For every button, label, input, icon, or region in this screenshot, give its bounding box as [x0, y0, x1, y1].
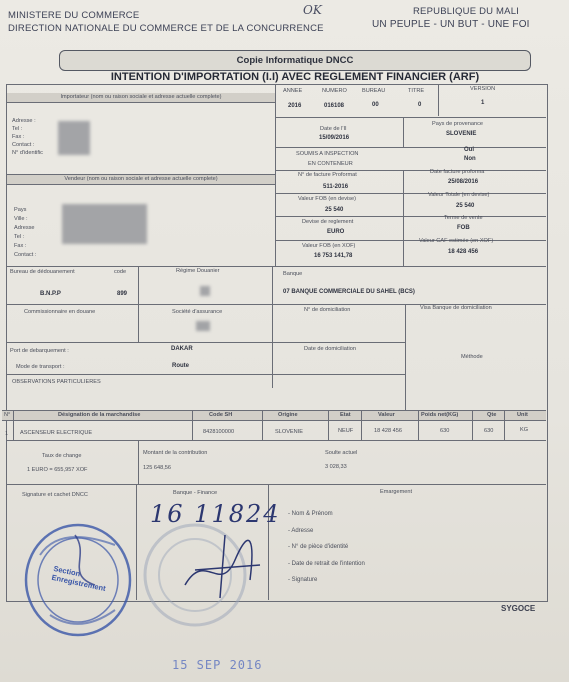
soulte-label: Soulte actuel: [325, 450, 358, 456]
goods-col-unit: Unit: [517, 412, 528, 418]
terme-value: FOB: [457, 225, 470, 231]
ref-bureau-label: BUREAU: [362, 88, 386, 94]
redacted-regime: [200, 286, 210, 296]
vendeur-fields: [14, 206, 36, 260]
redacted-vendeur: [62, 204, 147, 244]
emargement-signature: - Signature: [288, 577, 318, 583]
field-contact-vendeur: Contact :: [14, 252, 37, 258]
goods-col-origine: Origine: [278, 412, 298, 418]
banque-finance-label: Banque - Finance: [173, 490, 218, 496]
facture-date-label: Date facture proforma: [430, 169, 485, 175]
field-fax-vendeur: Fax :: [14, 243, 27, 249]
redacted-importateur: [58, 121, 90, 155]
inspection-label: SOUMIS A INSPECTION: [296, 151, 359, 157]
bureau-label: Bureau de dédouanement: [10, 269, 75, 275]
importateur-fields: [12, 117, 43, 157]
date-stamp: 15 SEP 2016: [172, 658, 263, 672]
provenance: SLOVENIE: [446, 131, 477, 137]
vendeur-label: Vendeur (nom ou raison sociale et adresse actuelle complete): [7, 175, 275, 185]
goods-cell-code: 8428100000: [203, 429, 235, 435]
ref-version: 1: [481, 100, 485, 106]
conteneur-value: Non: [464, 156, 476, 162]
fob-value: 25 540: [325, 207, 344, 213]
goods-cell-etat: NEUF: [338, 428, 354, 434]
field-tel: Tel :: [12, 126, 23, 132]
fob-label: Valeur FOB (en devise): [298, 196, 357, 202]
direction-name: DIRECTION NATIONALE DU COMMERCE ET DE LA CONCURRENCE: [8, 23, 324, 34]
soulte-value: 3 028,33: [325, 464, 347, 470]
document-banner: Copie Informatique DNCC: [59, 50, 531, 71]
goods-cell-valeur: 18 428 456: [374, 428, 402, 434]
port-label: Port de debarquement :: [10, 348, 69, 354]
caf-label: Valeur CAF estimée (en XOF): [419, 238, 494, 244]
observations-label: OBSERVATIONS PARTICULIERES: [12, 379, 101, 385]
visa-label: Visa Banque de domiciliation: [420, 305, 492, 311]
ref-number: 016108: [324, 103, 345, 109]
date-domiciliation-label: Date de domiciliation: [304, 346, 356, 352]
provenance-label: Pays de provenance: [432, 121, 483, 127]
caf-value: 18 428 456: [448, 249, 479, 255]
date-ii: 15/09/2016: [319, 135, 350, 141]
facture-date: 25/08/2016: [448, 179, 479, 185]
contribution-label: Montant de la contribution: [143, 450, 208, 456]
devise-label: Devise de reglement: [302, 219, 354, 225]
conteneur-label: EN CONTENEUR: [308, 161, 353, 167]
transport-value: Route: [172, 363, 189, 369]
total-value: 25 540: [456, 203, 475, 209]
code-label: code: [114, 269, 127, 275]
goods-col-qte: Qte: [487, 412, 497, 418]
ref-bureau: 00: [372, 102, 379, 108]
total-label: Valeur Totale (en devise): [428, 192, 490, 198]
emargement-nom: - Nom & Prénom: [288, 511, 333, 517]
banque-value: 07 BANQUE COMMERCIALE DU SAHEL (BCS): [283, 289, 415, 295]
field-tel-vendeur: Tel :: [14, 234, 25, 240]
methode-label: Méthode: [461, 354, 483, 360]
emargement-piece: - N° de pièce d'identité: [288, 544, 349, 550]
port-value: DAKAR: [171, 346, 193, 352]
handwritten-ok: OK: [303, 3, 322, 17]
banque-label: Banque: [283, 271, 303, 277]
redacted-assurance: [196, 321, 210, 331]
goods-cell-origine: SLOVENIE: [275, 429, 303, 435]
bureau-value: B.N.P.P: [40, 291, 61, 297]
code-value: 899: [117, 291, 128, 297]
facture-num: 511-2016: [323, 184, 349, 190]
field-pays: Pays: [14, 207, 27, 213]
field-adresse: Adresse :: [12, 118, 36, 124]
field-identification: N° d'identific: [12, 150, 43, 156]
taux-label: Taux de change: [42, 453, 82, 459]
goods-cell-no: 1: [5, 431, 9, 437]
emargement-label: Emargement: [380, 489, 413, 495]
ref-titre-label: TITRE: [408, 88, 425, 94]
republic-name: REPUBLIQUE DU MALI: [413, 6, 520, 17]
ref-number-label: NUMERO: [322, 88, 347, 94]
fob-xof-value: 16 753 141,78: [314, 253, 353, 259]
contribution-value: 125 648,56: [143, 465, 171, 471]
goods-col-poids: Poids net(KG): [421, 412, 459, 418]
field-ville: Ville :: [14, 216, 28, 222]
motto: UN PEUPLE - UN BUT - UNE FOI: [372, 19, 530, 30]
signature-scribble-icon: [175, 530, 265, 600]
facture-num-label: N° de facture Proformat: [298, 172, 357, 178]
regime-label: Régime Douanier: [176, 268, 220, 274]
ref-year-label: ANNEE: [283, 88, 303, 94]
date-ii-label: Date de l'II: [320, 126, 347, 132]
goods-col-designation: Désignation de la marchandise: [58, 412, 141, 418]
stamp-text: Section Enregistrement: [50, 563, 107, 594]
ministry-name: MINISTERE DU COMMERCE: [8, 10, 140, 21]
fob-xof-label: Valeur FOB (en XOF): [302, 243, 356, 249]
devise-value: EURO: [327, 229, 345, 235]
field-contact: Contact :: [12, 142, 35, 148]
transport-label: Mode de transport :: [16, 364, 65, 370]
field-adresse-vendeur: Adresse: [14, 225, 35, 231]
ref-year: 2016: [288, 103, 302, 109]
ref-version-label: VERSION: [470, 86, 496, 92]
terme-label: Terme de vente: [444, 215, 483, 221]
emargement-date-retrait: - Date de retrait de l'intention: [288, 560, 365, 567]
goods-col-valeur: Valeur: [378, 412, 395, 418]
taux-value: 1 EURO = 655,957 XOF: [27, 467, 88, 473]
goods-col-no: N°: [4, 412, 11, 418]
goods-col-code: Code SH: [209, 412, 233, 418]
goods-cell-poids: 630: [440, 428, 450, 434]
footer-sygoce: SYGOCE: [501, 604, 536, 613]
handwritten-number: 16 11824: [150, 500, 281, 528]
inspection-value: Oui: [464, 147, 474, 153]
goods-col-etat: Etat: [340, 412, 351, 418]
field-fax: Fax :: [12, 134, 25, 140]
domiciliation-label: N° de domiciliation: [304, 307, 351, 313]
commissionnaire-label: Commissionnaire en douane: [24, 309, 96, 315]
goods-cell-qte: 630: [484, 428, 494, 434]
goods-cell-unit: KG: [520, 427, 529, 433]
importateur-label: Importateur (nom ou raison sociale et adresse actuelle complete): [7, 93, 275, 103]
emargement-list: [288, 506, 365, 589]
document-title: INTENTION D'IMPORTATION (I.I) AVEC REGLEMENT FINANCIER (ARF): [110, 71, 480, 83]
dncc-signature-label: Signature et cachet DNCC: [22, 492, 88, 498]
goods-cell-designation: ASCENSEUR ELECTRIQUE: [20, 430, 93, 436]
ref-titre: 0: [418, 102, 422, 108]
emargement-adresse: - Adresse: [288, 527, 314, 534]
assurance-label: Société d'assurance: [172, 309, 223, 315]
